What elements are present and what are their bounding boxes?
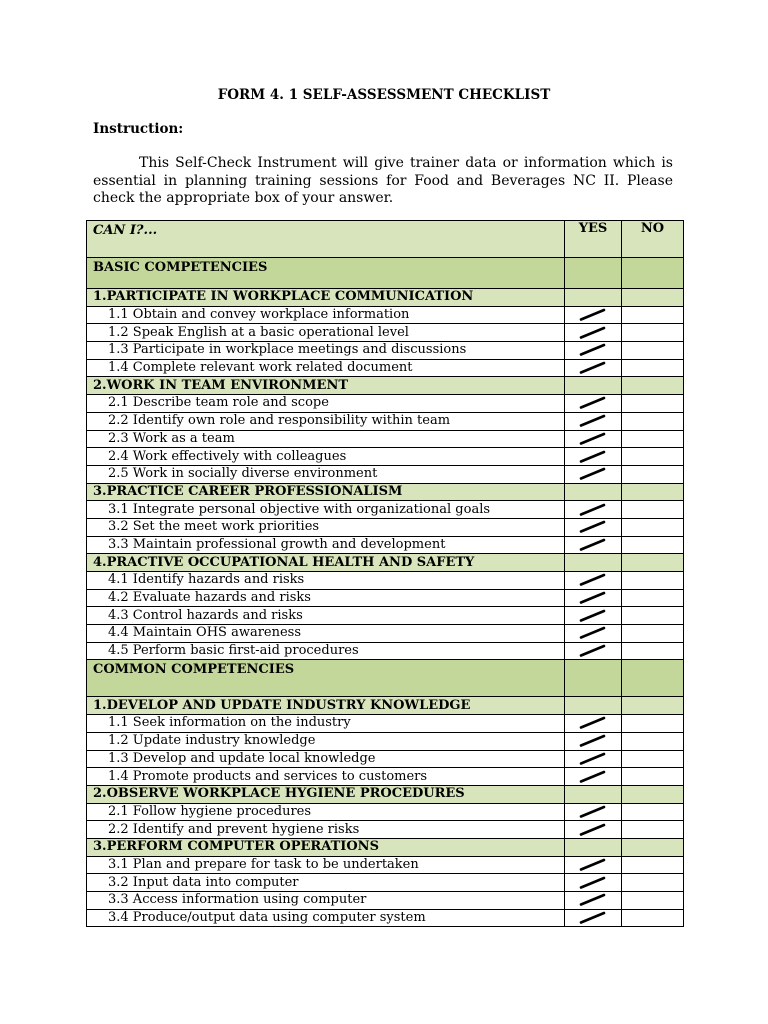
check-mark-icon bbox=[578, 643, 608, 658]
yes-checkbox[interactable] bbox=[565, 465, 622, 483]
no-cell bbox=[622, 258, 684, 289]
competency-section-row bbox=[87, 697, 684, 715]
item-label: 2.2 Identify own role and responsibility within team bbox=[87, 412, 565, 430]
item-label: 4.2 Evaluate hazards and risks bbox=[87, 589, 565, 607]
item-label: 2.4 Work effectively with colleagues bbox=[87, 448, 565, 466]
no-checkbox[interactable] bbox=[622, 768, 684, 786]
item-label: 4.5 Perform basic first-aid procedures bbox=[87, 642, 565, 660]
yes-checkbox[interactable] bbox=[565, 306, 622, 324]
item-label: 3.2 Set the meet work priorities bbox=[87, 518, 565, 536]
item-label: 3.3 Access information using computer bbox=[87, 892, 565, 910]
yes-cell bbox=[565, 554, 622, 572]
competency-section-row bbox=[87, 377, 684, 395]
item-label: 1.2 Update industry knowledge bbox=[87, 732, 565, 750]
check-mark-icon bbox=[578, 360, 608, 375]
yes-cell bbox=[565, 838, 622, 856]
yes-checkbox[interactable] bbox=[565, 715, 622, 733]
no-checkbox[interactable] bbox=[622, 892, 684, 910]
yes-checkbox[interactable] bbox=[565, 589, 622, 607]
check-mark-icon bbox=[578, 449, 608, 464]
competency-section-row bbox=[87, 785, 684, 803]
checklist-item-row bbox=[87, 892, 684, 910]
check-mark-icon bbox=[578, 625, 608, 640]
checklist-item-row bbox=[87, 768, 684, 786]
yes-checkbox[interactable] bbox=[565, 625, 622, 643]
item-label: 3.1 Integrate personal objective with organizational goals bbox=[87, 501, 565, 519]
no-cell bbox=[622, 289, 684, 307]
yes-checkbox[interactable] bbox=[565, 359, 622, 377]
no-checkbox[interactable] bbox=[622, 715, 684, 733]
no-cell bbox=[622, 660, 684, 697]
check-mark-icon bbox=[578, 804, 608, 819]
yes-checkbox[interactable] bbox=[565, 518, 622, 536]
checklist-item-row bbox=[87, 465, 684, 483]
section-label: 4.PRACTIVE OCCUPATIONAL HEALTH AND SAFETY bbox=[87, 554, 565, 572]
item-label: 2.3 Work as a team bbox=[87, 430, 565, 448]
yes-cell bbox=[565, 697, 622, 715]
no-checkbox[interactable] bbox=[622, 607, 684, 625]
item-label: 1.1 Obtain and convey workplace information bbox=[87, 306, 565, 324]
check-mark-icon bbox=[578, 892, 608, 907]
checklist-item-row bbox=[87, 732, 684, 750]
item-label: 4.4 Maintain OHS awareness bbox=[87, 625, 565, 643]
no-checkbox[interactable] bbox=[622, 342, 684, 360]
checklist-item-row bbox=[87, 306, 684, 324]
check-mark-icon bbox=[578, 751, 608, 766]
instruction-label: Instruction: bbox=[93, 121, 184, 137]
check-mark-icon bbox=[578, 910, 608, 925]
yes-checkbox[interactable] bbox=[565, 768, 622, 786]
check-mark-icon bbox=[578, 307, 608, 322]
no-checkbox[interactable] bbox=[622, 874, 684, 892]
competency-category-row bbox=[87, 258, 684, 289]
no-cell bbox=[622, 785, 684, 803]
yes-checkbox[interactable] bbox=[565, 607, 622, 625]
yes-checkbox[interactable] bbox=[565, 750, 622, 768]
item-label: 2.1 Describe team role and scope bbox=[87, 395, 565, 413]
check-mark-icon bbox=[578, 822, 608, 837]
checklist-item-row bbox=[87, 589, 684, 607]
item-label: 1.4 Complete relevant work related document bbox=[87, 359, 565, 377]
checklist-item-row bbox=[87, 642, 684, 660]
self-assessment-table bbox=[86, 220, 684, 927]
item-label: 2.2 Identify and prevent hygiene risks bbox=[87, 821, 565, 839]
item-label: 3.2 Input data into computer bbox=[87, 874, 565, 892]
no-checkbox[interactable] bbox=[622, 642, 684, 660]
checklist-item-row bbox=[87, 536, 684, 554]
check-mark-icon bbox=[578, 466, 608, 481]
competency-section-row bbox=[87, 483, 684, 501]
no-checkbox[interactable] bbox=[622, 536, 684, 554]
no-checkbox[interactable] bbox=[622, 518, 684, 536]
check-mark-icon bbox=[578, 395, 608, 410]
yes-checkbox[interactable] bbox=[565, 732, 622, 750]
no-checkbox[interactable] bbox=[622, 750, 684, 768]
yes-checkbox[interactable] bbox=[565, 430, 622, 448]
competency-section-row bbox=[87, 554, 684, 572]
yes-checkbox[interactable] bbox=[565, 821, 622, 839]
item-label: 2.5 Work in socially diverse environment bbox=[87, 465, 565, 483]
no-cell bbox=[622, 838, 684, 856]
section-label: 1.DEVELOP AND UPDATE INDUSTRY KNOWLEDGE bbox=[87, 697, 565, 715]
checklist-item-row bbox=[87, 412, 684, 430]
item-label: 2.1 Follow hygiene procedures bbox=[87, 803, 565, 821]
no-checkbox[interactable] bbox=[622, 589, 684, 607]
checklist-item-row bbox=[87, 430, 684, 448]
yes-checkbox[interactable] bbox=[565, 572, 622, 590]
no-checkbox[interactable] bbox=[622, 803, 684, 821]
no-checkbox[interactable] bbox=[622, 625, 684, 643]
yes-checkbox[interactable] bbox=[565, 874, 622, 892]
checklist-item-row bbox=[87, 821, 684, 839]
item-label: 4.1 Identify hazards and risks bbox=[87, 572, 565, 590]
no-checkbox[interactable] bbox=[622, 465, 684, 483]
yes-checkbox[interactable] bbox=[565, 856, 622, 874]
check-mark-icon bbox=[578, 537, 608, 552]
checklist-item-row bbox=[87, 572, 684, 590]
checklist-item-row bbox=[87, 625, 684, 643]
instruction-text: This Self-Check Instrument will give trainer data or information which is essential in planning training sessions for Food and Beverages NC II. Please check the appropriate box of your answer. bbox=[93, 155, 673, 206]
checklist-item-row bbox=[87, 750, 684, 768]
yes-checkbox[interactable] bbox=[565, 412, 622, 430]
table-header-row bbox=[87, 221, 684, 258]
yes-cell bbox=[565, 483, 622, 501]
no-checkbox[interactable] bbox=[622, 430, 684, 448]
yes-checkbox[interactable] bbox=[565, 642, 622, 660]
no-checkbox[interactable] bbox=[622, 732, 684, 750]
yes-cell bbox=[565, 377, 622, 395]
checklist-item-row bbox=[87, 395, 684, 413]
yes-cell bbox=[565, 660, 622, 697]
form-title: FORM 4. 1 SELF-ASSESSMENT CHECKLIST bbox=[217, 87, 551, 103]
section-label: 3.PERFORM COMPUTER OPERATIONS bbox=[87, 838, 565, 856]
checklist-item-row bbox=[87, 803, 684, 821]
check-mark-icon bbox=[578, 875, 608, 890]
checklist-item-row bbox=[87, 715, 684, 733]
no-checkbox[interactable] bbox=[622, 501, 684, 519]
checklist-item-row bbox=[87, 324, 684, 342]
section-label: 2.WORK IN TEAM ENVIRONMENT bbox=[87, 377, 565, 395]
section-label: 1.PARTICIPATE IN WORKPLACE COMMUNICATION bbox=[87, 289, 565, 307]
section-label: COMMON COMPETENCIES bbox=[87, 660, 565, 697]
no-cell bbox=[622, 377, 684, 395]
yes-cell bbox=[565, 258, 622, 289]
header-can-i: CAN I?... bbox=[87, 221, 565, 258]
checklist-item-row bbox=[87, 874, 684, 892]
competency-category-row bbox=[87, 660, 684, 697]
yes-checkbox[interactable] bbox=[565, 324, 622, 342]
no-checkbox[interactable] bbox=[622, 306, 684, 324]
section-label: BASIC COMPETENCIES bbox=[87, 258, 565, 289]
no-cell bbox=[622, 483, 684, 501]
section-label: 2.OBSERVE WORKPLACE HYGIENE PROCEDURES bbox=[87, 785, 565, 803]
item-label: 3.4 Produce/output data using computer system bbox=[87, 909, 565, 927]
no-checkbox[interactable] bbox=[622, 359, 684, 377]
no-checkbox[interactable] bbox=[622, 909, 684, 927]
check-mark-icon bbox=[578, 608, 608, 623]
item-label: 3.1 Plan and prepare for task to be undertaken bbox=[87, 856, 565, 874]
check-mark-icon bbox=[578, 857, 608, 872]
section-label: 3.PRACTICE CAREER PROFESSIONALISM bbox=[87, 483, 565, 501]
yes-checkbox[interactable] bbox=[565, 501, 622, 519]
yes-checkbox[interactable] bbox=[565, 803, 622, 821]
checklist-item-row bbox=[87, 342, 684, 360]
no-checkbox[interactable] bbox=[622, 821, 684, 839]
checklist-item-row bbox=[87, 909, 684, 927]
competency-section-row bbox=[87, 838, 684, 856]
check-mark-icon bbox=[578, 502, 608, 517]
check-mark-icon bbox=[578, 519, 608, 534]
yes-checkbox[interactable] bbox=[565, 536, 622, 554]
checklist-item-row bbox=[87, 607, 684, 625]
yes-cell bbox=[565, 289, 622, 307]
check-mark-icon bbox=[578, 572, 608, 587]
no-checkbox[interactable] bbox=[622, 395, 684, 413]
yes-checkbox[interactable] bbox=[565, 892, 622, 910]
check-mark-icon bbox=[578, 733, 608, 748]
yes-checkbox[interactable] bbox=[565, 395, 622, 413]
no-cell bbox=[622, 697, 684, 715]
yes-checkbox[interactable] bbox=[565, 909, 622, 927]
check-mark-icon bbox=[578, 342, 608, 357]
check-mark-icon bbox=[578, 413, 608, 428]
item-label: 1.3 Participate in workplace meetings and discussions bbox=[87, 342, 565, 360]
check-mark-icon bbox=[578, 325, 608, 340]
check-mark-icon bbox=[578, 431, 608, 446]
header-no: NO bbox=[622, 221, 684, 258]
checklist-item-row bbox=[87, 448, 684, 466]
checklist-item-row bbox=[87, 501, 684, 519]
yes-checkbox[interactable] bbox=[565, 448, 622, 466]
item-label: 1.4 Promote products and services to customers bbox=[87, 768, 565, 786]
no-cell bbox=[622, 554, 684, 572]
yes-checkbox[interactable] bbox=[565, 342, 622, 360]
yes-cell bbox=[565, 785, 622, 803]
no-checkbox[interactable] bbox=[622, 856, 684, 874]
checklist-item-row bbox=[87, 518, 684, 536]
item-label: 3.3 Maintain professional growth and development bbox=[87, 536, 565, 554]
check-mark-icon bbox=[578, 769, 608, 784]
no-checkbox[interactable] bbox=[622, 448, 684, 466]
competency-section-row bbox=[87, 289, 684, 307]
checklist-item-row bbox=[87, 856, 684, 874]
check-mark-icon bbox=[578, 590, 608, 605]
no-checkbox[interactable] bbox=[622, 324, 684, 342]
item-label: 4.3 Control hazards and risks bbox=[87, 607, 565, 625]
checklist-body bbox=[87, 221, 684, 927]
checklist-item-row bbox=[87, 359, 684, 377]
header-yes: YES bbox=[565, 221, 622, 258]
check-mark-icon bbox=[578, 715, 608, 730]
item-label: 1.2 Speak English at a basic operational level bbox=[87, 324, 565, 342]
item-label: 1.1 Seek information on the industry bbox=[87, 715, 565, 733]
no-checkbox[interactable] bbox=[622, 412, 684, 430]
item-label: 1.3 Develop and update local knowledge bbox=[87, 750, 565, 768]
no-checkbox[interactable] bbox=[622, 572, 684, 590]
